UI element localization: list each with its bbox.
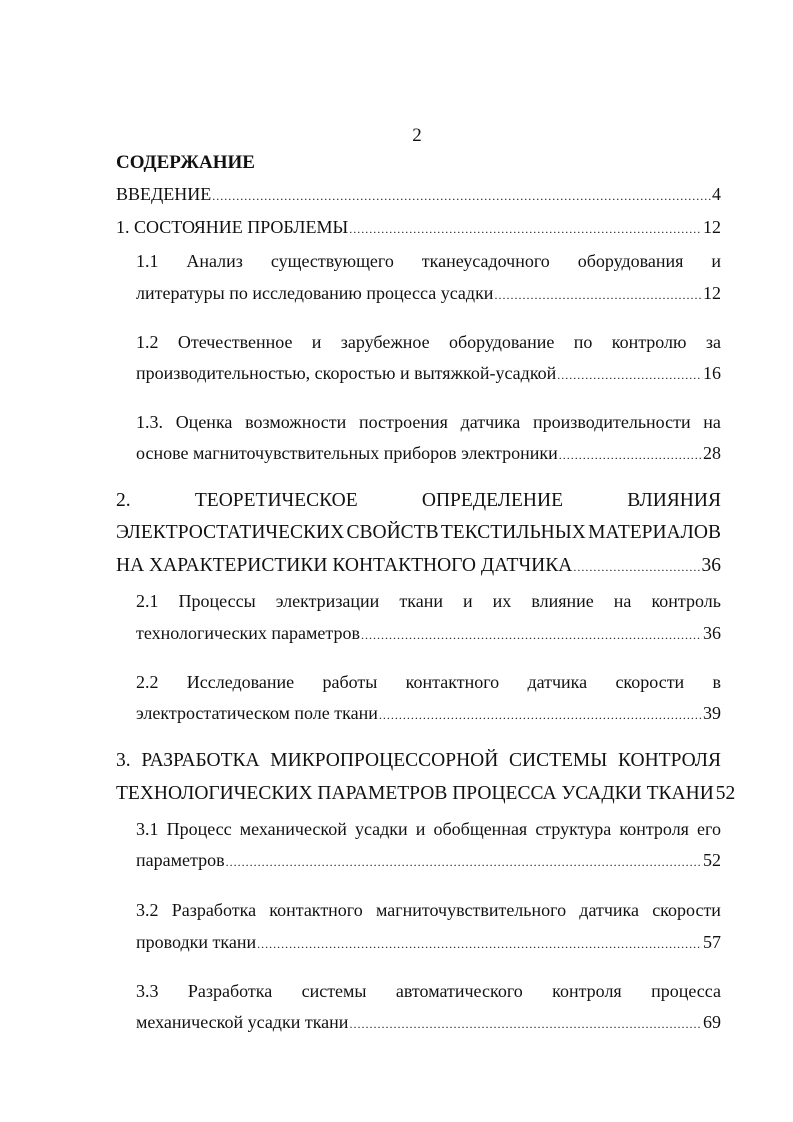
word: процесса xyxy=(651,981,721,1001)
toc-entry-page: 16 xyxy=(703,363,721,383)
word: скорости xyxy=(652,900,721,920)
word: в xyxy=(712,672,721,692)
word: контроль xyxy=(651,591,721,611)
toc-entry-page: 12 xyxy=(703,283,721,303)
toc-entry-chapter-2-line3[interactable] xyxy=(116,551,721,581)
word: оборудования xyxy=(577,251,684,271)
toc-entry-3-3-line1[interactable] xyxy=(136,977,721,1005)
dot-leader xyxy=(573,552,700,582)
toc-entry-1-2-line2[interactable] xyxy=(136,359,721,387)
word: системы xyxy=(301,981,367,1001)
word: Анализ xyxy=(186,251,243,271)
toc-entry-title: технологических параметров xyxy=(136,623,360,643)
word: его xyxy=(697,819,721,839)
toc-heading: СОДЕРЖАНИЕ xyxy=(116,152,255,173)
word: 3. xyxy=(116,750,131,771)
word: 2. xyxy=(116,490,131,511)
toc-entry-1-2-line1[interactable] xyxy=(136,328,721,356)
toc-entry-title: литературы по исследованию процесса усадки xyxy=(136,283,494,303)
toc-entry-page: 52 xyxy=(715,783,736,804)
word: датчика xyxy=(579,900,639,920)
toc-entry-title: основе магниточувствительных приборов электроники xyxy=(136,443,558,463)
dot-leader xyxy=(349,1010,702,1038)
word: 1.2 xyxy=(136,332,159,352)
word: Отечественное xyxy=(177,332,293,352)
word: автоматического xyxy=(395,981,523,1001)
word: на xyxy=(703,412,721,432)
dot-leader xyxy=(559,441,702,469)
word: ТЕКСТИЛЬНЫХ xyxy=(440,522,586,543)
toc-entry-chapter-2-line1[interactable] xyxy=(116,486,721,516)
dot-leader xyxy=(257,930,702,958)
word: структура xyxy=(535,819,612,839)
word: РАЗРАБОТКА xyxy=(141,750,260,771)
dot-leader xyxy=(361,621,702,649)
toc-entry-page: 12 xyxy=(703,217,721,237)
word: возможности xyxy=(245,412,347,432)
word: обобщенная xyxy=(433,819,528,839)
toc-entry-introduction[interactable] xyxy=(116,180,721,208)
word: усадки xyxy=(354,819,408,839)
word: существующего xyxy=(270,251,394,271)
word: ОПРЕДЕЛЕНИЕ xyxy=(421,490,563,511)
word: 2.2 xyxy=(136,672,159,692)
word: Разработка xyxy=(187,981,273,1001)
toc-entry-page: 39 xyxy=(703,703,721,723)
toc-entry-title: ВВЕДЕНИЕ xyxy=(116,184,212,204)
word: КОНТРОЛЯ xyxy=(617,750,721,771)
word: построения xyxy=(358,412,448,432)
toc-entry-title: электростатическом поле ткани xyxy=(136,703,378,723)
word: и xyxy=(462,591,473,611)
word: их xyxy=(492,591,512,611)
toc-entry-page: 57 xyxy=(703,932,721,952)
toc-entry-page: 52 xyxy=(703,850,721,870)
toc-entry-2-2-line1[interactable] xyxy=(136,668,721,696)
word: контроля xyxy=(552,981,622,1001)
dot-leader xyxy=(349,215,702,243)
toc-entry-page: 36 xyxy=(701,555,721,576)
dot-leader xyxy=(226,848,702,876)
word: по xyxy=(573,332,593,352)
toc-entry-title: НА ХАРАКТЕРИСТИКИ КОНТАКТНОГО ДАТЧИКА xyxy=(116,555,573,576)
dot-leader xyxy=(212,182,711,210)
word: Процесс xyxy=(166,819,232,839)
word: и xyxy=(711,251,721,271)
toc-entry-title: проводки ткани xyxy=(136,932,257,952)
dot-leader xyxy=(379,701,702,729)
word: датчика xyxy=(460,412,521,432)
word: 1.1 xyxy=(136,251,159,271)
toc-entry-1-3-line1[interactable] xyxy=(136,408,721,436)
word: 3.2 xyxy=(136,900,159,920)
word: оборудование xyxy=(448,332,555,352)
toc-entry-2-1-line1[interactable] xyxy=(136,587,721,615)
word: и xyxy=(415,819,426,839)
toc-entry-page: 28 xyxy=(703,443,721,463)
toc-entry-chapter-3-line1[interactable] xyxy=(116,746,721,776)
word: Процессы xyxy=(178,591,256,611)
toc-entry-chapter-2-line2[interactable] xyxy=(116,518,721,548)
toc-entry-chapter-3-line2[interactable] xyxy=(116,779,736,809)
word: работы xyxy=(322,672,378,692)
word: электризации xyxy=(275,591,380,611)
toc-entry-page: 4 xyxy=(712,184,721,204)
word: Оценка xyxy=(175,412,233,432)
word: ткани xyxy=(399,591,443,611)
word: зарубежное xyxy=(340,332,430,352)
word: контролю xyxy=(611,332,687,352)
toc-entry-1-1-line2[interactable] xyxy=(136,279,721,307)
toc-entry-3-3-line2[interactable] xyxy=(136,1008,721,1036)
word: СВОЙСТВ xyxy=(346,522,439,543)
word: МИКРОПРОЦЕССОРНОЙ xyxy=(270,750,499,771)
word: за xyxy=(705,332,721,352)
word: ВЛИЯНИЯ xyxy=(627,490,721,511)
word: Разработка xyxy=(171,900,257,920)
dot-leader xyxy=(557,361,702,389)
word: тканеусадочного xyxy=(421,251,550,271)
word: механической xyxy=(239,819,347,839)
word: СИСТЕМЫ xyxy=(509,750,608,771)
word: 3.1 xyxy=(136,819,159,839)
toc-entry-1-3-line2[interactable] xyxy=(136,439,721,467)
toc-entry-title: производительностью, скоростью и вытяжкой-усадкой xyxy=(136,363,557,383)
word: контактного xyxy=(269,900,363,920)
word: МАТЕРИАЛОВ xyxy=(588,522,721,543)
toc-entry-1-1-line1[interactable] xyxy=(136,247,721,275)
toc-entry-3-2-line1[interactable] xyxy=(136,896,721,924)
dot-leader xyxy=(494,281,702,309)
word: влияние xyxy=(531,591,594,611)
toc-entry-2-2-line2[interactable] xyxy=(136,699,721,727)
page-number: 2 xyxy=(412,125,422,146)
toc-entry-2-1-line2[interactable] xyxy=(136,619,721,647)
toc-entry-page: 36 xyxy=(703,623,721,643)
word: датчика xyxy=(527,672,588,692)
toc-entry-title: механической усадки ткани xyxy=(136,1012,349,1032)
word: скорости xyxy=(615,672,685,692)
toc-entry-title: ТЕХНОЛОГИЧЕСКИХ ПАРАМЕТРОВ ПРОЦЕССА УСАДКИ ТКАНИ xyxy=(116,783,714,804)
toc-entry-title: параметров xyxy=(136,850,225,870)
word: и xyxy=(311,332,322,352)
toc-entry-page: 69 xyxy=(703,1012,721,1032)
word: ТЕОРЕТИЧЕСКОЕ xyxy=(194,490,358,511)
word: на xyxy=(613,591,632,611)
toc-entry-3-1-line2[interactable] xyxy=(136,846,721,874)
word: Исследование xyxy=(186,672,295,692)
word: ЭЛЕКТРОСТАТИЧЕСКИХ xyxy=(116,522,345,543)
toc-entry-3-1-line1[interactable] xyxy=(136,815,721,843)
word: магниточувствительного xyxy=(375,900,567,920)
word: 3.3 xyxy=(136,981,159,1001)
word: контактного xyxy=(405,672,500,692)
word: производительности xyxy=(532,412,691,432)
word: контроля xyxy=(619,819,689,839)
toc-entry-chapter-1[interactable] xyxy=(116,213,721,241)
toc-entry-3-2-line2[interactable] xyxy=(136,928,721,956)
toc-entry-title: 1. СОСТОЯНИЕ ПРОБЛЕМЫ xyxy=(116,217,349,237)
word: 2.1 xyxy=(136,591,159,611)
word: 1.3. xyxy=(136,412,163,432)
